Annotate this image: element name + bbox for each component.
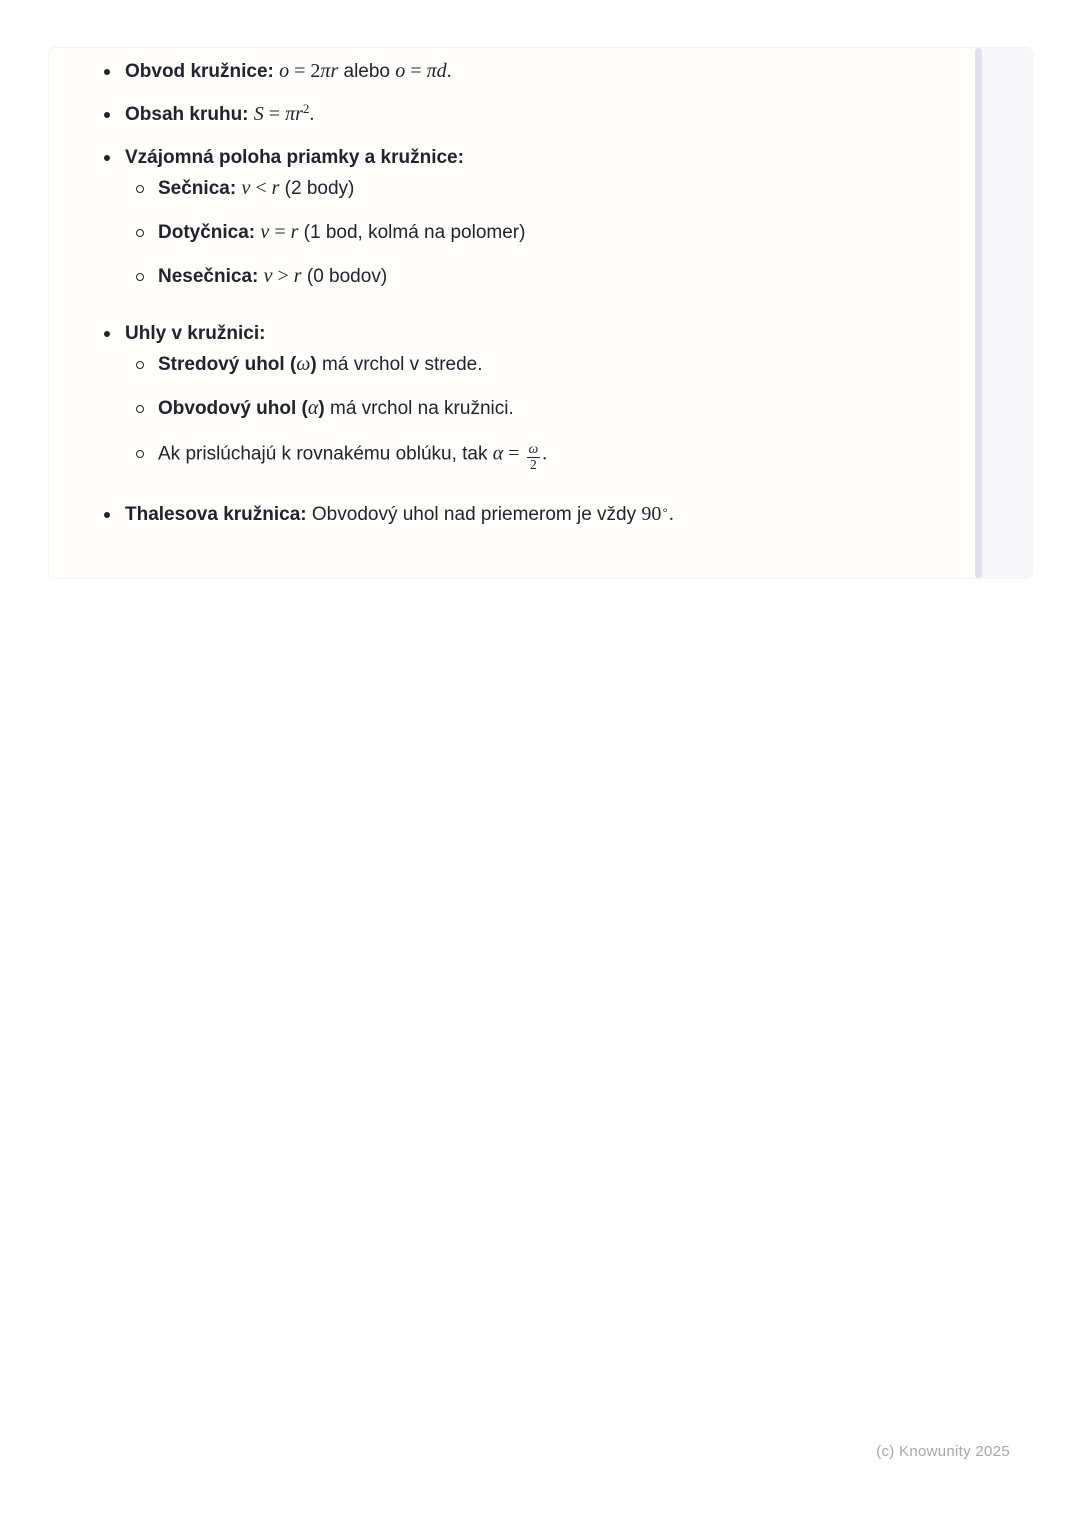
bullet-ring [136, 185, 144, 193]
bullet-dot [104, 69, 110, 75]
text-segment: πr [320, 60, 339, 82]
bullet-icon [99, 321, 125, 347]
text-segment: = [269, 221, 291, 243]
sub-list-item [49, 219, 975, 246]
bullet-icon [99, 101, 125, 129]
text-segment: Thalesova kružnica: [125, 503, 312, 525]
list-item-text [125, 501, 674, 529]
bullet-dot [104, 331, 110, 337]
circle-bullet-icon [133, 175, 158, 202]
text-segment: ω [296, 353, 311, 375]
list-item-text [125, 321, 265, 347]
text-segment: ∘ [661, 502, 669, 517]
fraction-numerator: ω [528, 441, 539, 456]
text-segment: . [446, 60, 452, 82]
text-segment: Obvodový uhol ( [158, 398, 308, 419]
bullet-ring [136, 450, 144, 458]
text-segment: r [271, 177, 280, 199]
text-segment: ) [318, 398, 330, 419]
text-segment: πr [285, 103, 303, 125]
sub-list-item [49, 439, 975, 470]
list-item-text [125, 101, 314, 129]
sub-list-item [49, 263, 975, 290]
bullet-icon [99, 501, 125, 529]
bullet-ring [136, 405, 144, 413]
text-segment: r [290, 221, 299, 243]
list-item-text [125, 145, 464, 171]
text-segment: . [542, 442, 548, 465]
list-item [49, 145, 975, 171]
text-segment: o [395, 60, 406, 82]
text-segment: (2 body) [279, 178, 355, 199]
text-segment: o [279, 60, 290, 82]
bullet-ring [136, 229, 144, 237]
text-segment: Dotyčnica: [158, 222, 261, 243]
panel-right-gutter [982, 48, 1032, 578]
text-segment: . [309, 103, 315, 125]
bullet-icon [99, 58, 125, 85]
text-segment: alebo [338, 61, 396, 82]
note-panel [49, 48, 1032, 578]
text-segment: Ak prislúchajú k rovnakému oblúku, tak [158, 443, 493, 465]
circle-bullet-icon [133, 219, 158, 246]
bullet-ring [136, 361, 144, 369]
list-item [49, 101, 975, 129]
text-segment: ) [310, 354, 323, 375]
text-segment: = 2 [289, 60, 321, 82]
fraction [527, 442, 541, 473]
text-segment: Uhly v kružnici: [125, 323, 266, 344]
list-item-text [158, 395, 514, 422]
text-segment: Nesečnica: [158, 266, 264, 287]
list-item [49, 58, 975, 85]
text-segment: má vrchol na kružnici. [330, 398, 514, 419]
text-segment: Obsah kruhu: [125, 104, 254, 125]
text-segment: v [263, 265, 273, 287]
text-segment: v [260, 221, 270, 243]
text-segment: S [253, 103, 264, 125]
text-segment: = [263, 103, 286, 125]
list-item-text [125, 58, 452, 85]
bullet-dot [104, 512, 110, 518]
fraction-denominator: 2 [527, 457, 540, 473]
text-segment: . [668, 502, 674, 525]
circle-bullet-icon [133, 351, 158, 378]
list-item-text [158, 175, 354, 202]
scrollbar-thumb[interactable] [975, 48, 982, 578]
text-segment: = [405, 60, 427, 82]
bullet-dot [104, 112, 110, 118]
list-item-text [158, 351, 483, 378]
text-segment: 2 [302, 101, 310, 116]
list-item-text [158, 263, 387, 290]
text-segment: < [250, 177, 272, 199]
text-segment: Sečnica: [158, 178, 242, 199]
document-content [49, 58, 975, 529]
list-item-text [158, 439, 547, 470]
text-segment: = [503, 442, 525, 465]
circle-bullet-icon [133, 263, 158, 290]
text-segment: v [241, 177, 251, 199]
circle-bullet-icon [133, 395, 158, 422]
text-segment: Stredový uhol ( [158, 354, 297, 375]
bullet-ring [136, 273, 144, 281]
footer-copyright: (c) Knowunity 2025 [876, 1443, 1010, 1460]
sub-list-item [49, 395, 975, 422]
text-segment: r [293, 265, 302, 287]
sub-list-item [49, 351, 975, 378]
text-segment: má vrchol v strede. [322, 354, 483, 375]
sub-list-item [49, 175, 975, 202]
text-segment: Vzájomná poloha priamky a kružnice: [125, 147, 464, 168]
text-segment: Obvod kružnice: [125, 61, 280, 82]
bullet-dot [104, 155, 110, 161]
bullet-icon [99, 145, 125, 171]
list-item [49, 321, 975, 347]
list-item-text [158, 219, 525, 246]
text-segment: Obvodový uhol nad priemerom je vždy [311, 503, 642, 525]
text-segment: πd [426, 60, 447, 82]
list-item [49, 501, 975, 529]
text-segment: α [307, 397, 319, 419]
text-segment: α [492, 442, 504, 465]
text-segment: (0 bodov) [301, 266, 388, 287]
text-segment: > [272, 265, 294, 287]
text-segment: (1 bod, kolmá na polomer) [298, 222, 526, 243]
text-segment: 90 [641, 502, 662, 525]
circle-bullet-icon [133, 439, 158, 470]
